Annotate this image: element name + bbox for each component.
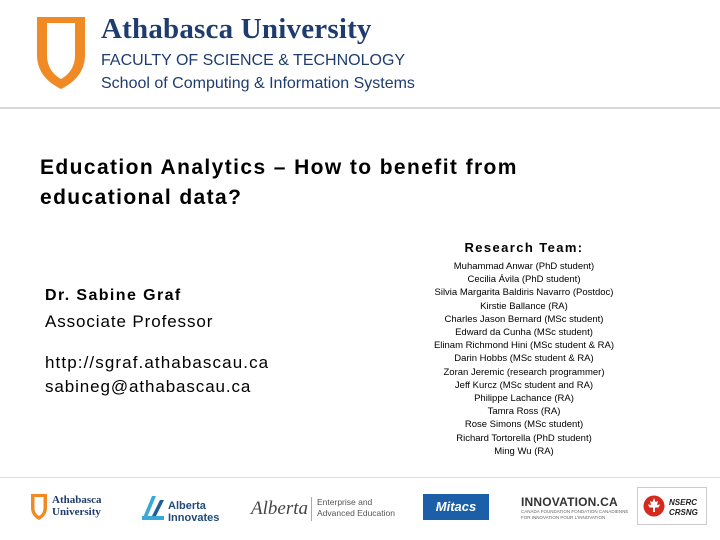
research-team-title: Research Team: [464,240,584,255]
header-divider [0,107,720,109]
team-member: Philippe Lachance (RA) [474,393,574,405]
team-member: Muhammad Anwar (PhD student) [453,261,595,272]
presenter-block [45,287,375,401]
team-member: Elinam Richmond Hini (MSc student & RA) [433,340,615,352]
presenter-url-link[interactable]: http://sgraf.athabascau.ca [45,353,270,372]
team-member: Kirstie Ballance (RA) [480,300,568,312]
slide-title [40,153,640,213]
innovation-ca-text: INNOVATION.CA [521,495,618,509]
faculty-name: FACULTY OF SCIENCE & TECHNOLOGY [101,52,406,69]
presenter-name: Dr. Sabine Graf [45,287,182,304]
athabasca-logo-text: Athabasca University [52,494,102,518]
header [0,0,720,108]
team-member: Zoran Jeremic (research programmer) [443,366,605,378]
innovation-ca-logo [521,495,628,521]
crsng-text: CRSNG [669,508,698,517]
mitacs-logo: Mitacs [423,494,489,520]
slide-title-line-2: educational data? [40,186,243,209]
presenter-role: Associate Professor [45,312,214,331]
team-member: Ming Wu (RA) [494,445,554,457]
nserc-logo [637,487,707,525]
alberta-innovates-logo-text: Alberta Innovates [168,500,220,524]
innovation-sub-line-1: CANADA FOUNDATION FONDATION CANADIENNE [521,509,629,514]
team-member: Tamra Ross (RA) [487,406,561,418]
team-member: Charles Jason Bernard (MSc student) [444,313,604,325]
alberta-department-text: Enterprise and Advanced Education [317,497,395,518]
alberta-innovates-icon [140,494,166,522]
innovation-sub-line-2: FOR INNOVATION POUR L'INNOVATION [521,515,606,520]
nserc-text: NSERC [669,498,698,507]
athabasca-shield-icon [30,493,48,521]
team-member: Cecilia Ávila (PhD student) [467,274,581,286]
slide-title-line-1: Education Analytics – How to benefit from [40,156,518,179]
research-team [404,240,644,458]
team-member: Richard Tortorella (PhD student) [456,432,592,444]
alberta-logo-divider [311,497,312,521]
footer-divider [0,477,720,478]
school-name: School of Computing & Information Systems [101,75,415,92]
team-member: Edward da Cunha (MSc student) [455,327,593,339]
maple-leaf-icon [643,495,665,517]
university-shield-icon [35,15,87,91]
university-name: Athabasca University [101,13,372,45]
presenter-email-link[interactable]: sabineg@athabascau.ca [45,377,252,396]
alberta-government-logo: Alberta [251,498,308,519]
team-member: Jeff Kurcz (MSc student and RA) [454,379,594,391]
team-member: Silvia Margarita Baldiris Navarro (Postdoc) [434,287,614,299]
team-member: Rose Simons (MSc student) [464,419,584,431]
team-member: Darin Hobbs (MSc student & RA) [454,353,594,365]
